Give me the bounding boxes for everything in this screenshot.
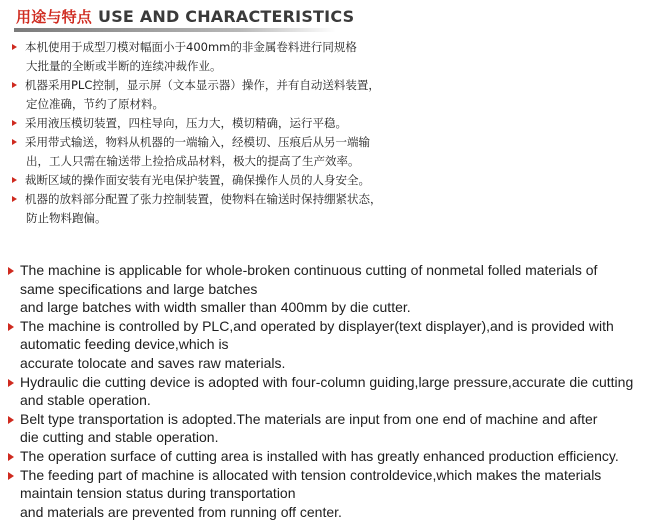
chinese-feature-list xyxy=(0,38,651,228)
feature-item xyxy=(0,38,651,76)
feature-text-line: accurate tolocate and saves raw materials. xyxy=(20,354,286,371)
bullet-arrow-icon xyxy=(12,120,17,126)
bullet-arrow-icon xyxy=(8,472,14,480)
feature-text-line: The feeding part of machine is allocated with tension controldevice,which makes the materials xyxy=(20,466,602,483)
bullet-arrow-icon xyxy=(12,196,17,202)
bullet-arrow-icon xyxy=(8,267,14,275)
feature-text-line: and materials are prevented from running off center. xyxy=(20,503,342,520)
feature-text-line: automatic feeding device,which is xyxy=(20,336,229,353)
feature-item xyxy=(0,114,651,133)
bullet-arrow-icon xyxy=(8,453,14,461)
bullet-arrow-icon xyxy=(8,379,14,387)
feature-item xyxy=(0,76,651,114)
feature-item xyxy=(0,410,651,447)
feature-item xyxy=(0,447,651,466)
feature-text-line: 机器采用PLC控制，显示屏（文本显示器）操作，并有自动送料装置， xyxy=(25,78,380,92)
feature-item xyxy=(0,466,651,522)
feature-text-line: The operation surface of cutting area is installed with has greatly enhanced production efficiency. xyxy=(20,447,619,464)
feature-item xyxy=(0,373,651,410)
feature-text-line: Belt type transportation is adopted.The materials are input from one end of machine and after xyxy=(20,410,598,427)
bullet-arrow-icon xyxy=(12,44,17,50)
feature-text-line: same specifications and large batches xyxy=(20,280,258,297)
bullet-arrow-icon xyxy=(8,323,14,331)
feature-text-line: 防止物料跑偏。 xyxy=(26,211,107,225)
bullet-arrow-icon xyxy=(8,416,14,424)
title-underline xyxy=(14,28,336,32)
feature-text-line: 采用液压模切装置，四柱导向，压力大，模切精确，运行平稳。 xyxy=(25,116,347,130)
title-english: USE AND CHARACTERISTICS xyxy=(98,7,355,26)
feature-text-line: The machine is applicable for whole-broken continuous cutting of nonmetal folled materials of xyxy=(20,262,598,278)
section-title xyxy=(16,6,354,27)
feature-item xyxy=(0,317,651,373)
english-feature-list xyxy=(0,261,651,521)
feature-text-line: and large batches with width smaller than 400mm by die cutter. xyxy=(20,299,411,316)
feature-text-line: 出，工人只需在输送带上捡拾成品材料，极大的提高了生产效率。 xyxy=(26,154,360,168)
feature-text-line: 本机使用于成型刀模对幅面小于400mm的非金属卷料进行同规格 xyxy=(25,40,357,54)
feature-text-line: The machine is controlled by PLC,and operated by displayer(text displayer),and is provided with xyxy=(20,317,614,334)
title-chinese: 用途与特点 xyxy=(16,8,93,26)
feature-text-line: 裁断区域的操作面安装有光电保护装置，确保操作人员的人身安全。 xyxy=(25,173,370,187)
feature-text-line: die cutting and stable operation. xyxy=(20,429,219,446)
feature-item xyxy=(0,133,651,171)
bullet-arrow-icon xyxy=(12,177,17,183)
feature-text-line: and stable operation. xyxy=(20,392,151,409)
bullet-arrow-icon xyxy=(12,139,17,145)
feature-text-line: maintain tension status during transportation xyxy=(20,485,296,502)
feature-item xyxy=(0,261,651,317)
feature-text-line: Hydraulic die cutting device is adopted with four-column guiding,large pressure,accurate die cutting xyxy=(20,373,634,390)
feature-text-line: 采用带式输送，物料从机器的一端输入，经模切、压痕后从另一端输 xyxy=(25,135,370,149)
feature-text-line: 机器的放料部分配置了张力控制装置，使物料在输送时保持绷紧状态， xyxy=(25,192,382,206)
feature-item xyxy=(0,190,651,228)
feature-item xyxy=(0,171,651,190)
feature-text-line: 大批量的全断或半断的连续冲裁作业。 xyxy=(26,59,222,73)
feature-text-line: 定位准确，节约了原材料。 xyxy=(26,97,164,111)
bullet-arrow-icon xyxy=(12,82,17,88)
